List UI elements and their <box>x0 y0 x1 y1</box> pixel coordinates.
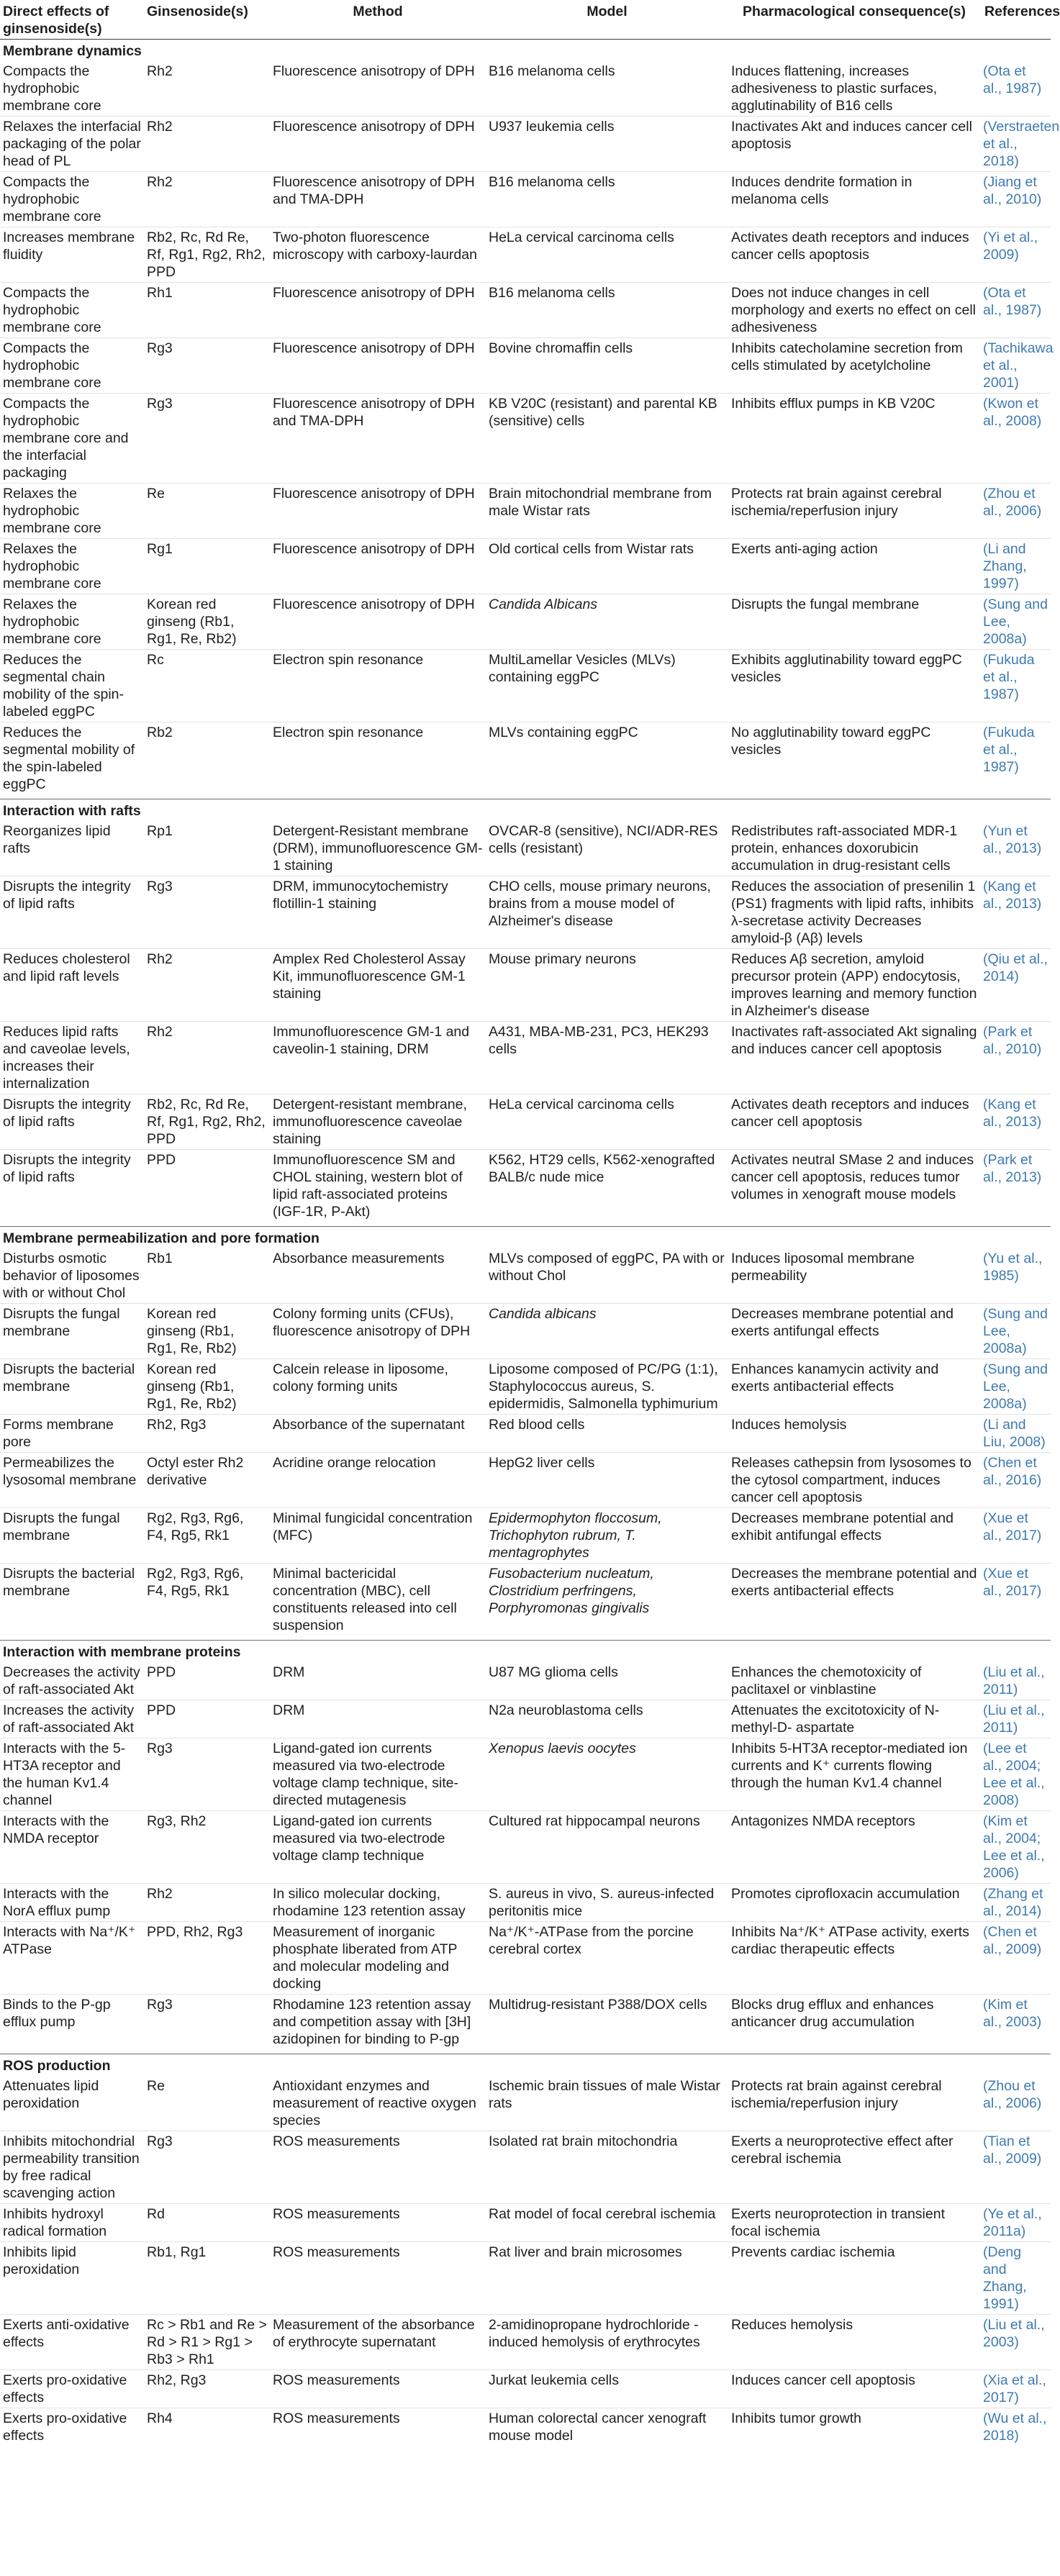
table-row <box>0 1508 1051 1564</box>
reference-link[interactable]: (Kang et al., 2013) <box>980 1094 1051 1150</box>
reference-link[interactable]: (Ye et al., 2011a) <box>980 2204 1051 2242</box>
table-row <box>0 283 1051 338</box>
effect-cell: Relaxes the hydrophobic membrane core <box>0 594 144 650</box>
model-cell: MultiLamellar Vesicles (MLVs) containing eggPC <box>486 650 728 722</box>
model-cell: Rat model of focal cerebral ischemia <box>486 2204 728 2242</box>
method-cell: Fluorescence anisotropy of DPH and TMA-DPH <box>270 172 486 227</box>
section-title: ROS production <box>3 2058 111 2074</box>
section-title: Interaction with membrane proteins <box>3 1644 241 1660</box>
model-cell: Human colorectal cancer xenograft mouse model <box>486 2408 728 2446</box>
method-cell: Fluorescence anisotropy of DPH <box>270 539 486 594</box>
ginsenoside-cell: Rg3, Rh2 <box>144 1811 270 1884</box>
ginsenoside-cell: PPD, Rh2, Rg3 <box>144 1922 270 1995</box>
table-row <box>0 394 1051 484</box>
header-method: Method <box>353 4 403 19</box>
method-cell: DRM <box>270 1700 486 1738</box>
consequence-cell: Induces hemolysis <box>728 1415 980 1453</box>
ginsenoside-cell: Rc <box>144 650 270 722</box>
section-title: Membrane dynamics <box>3 43 142 59</box>
effect-cell: Inhibits mitochondrial permeability transition by free radical scavenging action <box>0 2131 144 2204</box>
method-cell: ROS measurements <box>270 2204 486 2242</box>
table-row <box>0 949 1051 1022</box>
consequence-cell: Exerts anti-aging action <box>728 539 980 594</box>
reference-link[interactable]: (Zhou et al., 2006) <box>980 484 1051 539</box>
consequence-cell: No agglutinability toward eggPC vesicles <box>728 722 980 795</box>
consequence-cell: Inactivates Akt and induces cancer cell apoptosis <box>728 117 980 172</box>
method-cell: ROS measurements <box>270 2242 486 2315</box>
model-cell: Cultured rat hippocampal neurons <box>486 1811 728 1884</box>
effect-cell: Decreases the activity of raft-associated Akt <box>3 1664 140 1697</box>
consequence-cell: Inhibits tumor growth <box>728 2408 980 2446</box>
effect-cell: Disrupts the integrity of lipid rafts <box>0 1150 144 1223</box>
ginsenoside-cell: Rb1 <box>147 1251 173 1266</box>
table-row <box>0 2131 1051 2204</box>
table-row <box>0 1248 1051 1304</box>
model-cell: CHO cells, mouse primary neurons, brains from a mouse model of Alzheimer's disease <box>486 876 728 949</box>
method-cell: Fluorescence anisotropy of DPH <box>273 63 475 79</box>
reference-link[interactable]: (Wu et al., 2018) <box>980 2408 1051 2446</box>
method-cell: Electron spin resonance <box>270 650 486 722</box>
model-cell: A431, MBA-MB-231, PC3, HEK293 cells <box>486 1022 728 1094</box>
ginsenoside-cell: PPD <box>144 1700 270 1738</box>
consequence-cell: Inhibits catecholamine secretion from cells stimulated by acetylcholine <box>728 338 980 394</box>
section-header-row <box>0 2049 1051 2076</box>
table-row <box>0 61 1051 117</box>
model-cell: B16 melanoma cells <box>486 172 728 227</box>
model-cell: B16 melanoma cells <box>486 283 728 338</box>
table-row <box>0 650 1051 722</box>
effect-cell: Reduces lipid rafts and caveolae levels, increases their internalization <box>0 1022 144 1094</box>
model-cell: Liposome composed of PC/PG (1:1), Staphylococcus aureus, S. epidermidis, Salmonella typhimurium <box>486 1359 728 1415</box>
model-cell: N2a neuroblastoma cells <box>486 1700 728 1738</box>
consequence-cell: Induces liposomal membrane permeability <box>731 1251 915 1284</box>
model-cell: Candida albicans <box>486 1304 728 1359</box>
ginsenoside-cell: Re <box>144 484 270 539</box>
reference-link[interactable]: (Kim et al., 2003) <box>980 1995 1051 2050</box>
model-cell: Mouse primary neurons <box>486 949 728 1022</box>
consequence-cell: Redistributes raft-associated MDR-1 protein, enhances doxorubicin accumulation in drug-resistant cells <box>731 823 958 874</box>
consequence-cell: Inhibits efflux pumps in KB V20C <box>728 394 980 484</box>
consequence-cell: Reduces the association of presenilin 1 (PS1) fragments with lipid rafts, inhibits λ-secretase activity Decreases amyloid-β (Aβ) levels <box>728 876 980 949</box>
consequence-cell: Disrupts the fungal membrane <box>728 594 980 650</box>
table-row <box>0 1453 1051 1508</box>
model-cell: Candida Albicans <box>486 594 728 650</box>
effect-cell: Reduces the segmental chain mobility of the spin-labeled eggPC <box>0 650 144 722</box>
consequence-cell: Induces flattening, increases adhesiveness to plastic surfaces, agglutinability of B16 cells <box>731 63 938 114</box>
reference-link[interactable]: (Kang et al., 2013) <box>980 876 1051 949</box>
model-cell: KB V20C (resistant) and parental KB (sensitive) cells <box>486 394 728 484</box>
ginsenoside-cell: Rb2, Rc, Rd Re, Rf, Rg1, Rg2, Rh2, PPD <box>144 1094 270 1150</box>
ginsenoside-cell: Rh2 <box>144 949 270 1022</box>
reference-link[interactable]: (Kwon et al., 2008) <box>980 394 1051 484</box>
consequence-cell: Prevents cardiac ischemia <box>728 2242 980 2315</box>
model-cell: B16 melanoma cells <box>489 63 615 79</box>
model-cell: HeLa cervical carcinoma cells <box>486 227 728 283</box>
consequence-cell: Enhances the chemotoxicity of paclitaxel or vinblastine <box>731 1664 922 1697</box>
method-cell: Absorbance of the supernatant <box>270 1415 486 1453</box>
reference-link[interactable]: (Liu et al., 2011) <box>983 1664 1045 1697</box>
reference-link[interactable]: (Fukuda et al., 1987) <box>980 722 1051 795</box>
table-row <box>0 876 1051 949</box>
model-cell: OVCAR-8 (sensitive), NCI/ADR-RES cells (resistant) <box>489 823 718 856</box>
consequence-cell: Decreases membrane potential and exhibit antifungal effects <box>728 1508 980 1564</box>
table-row <box>0 1738 1051 1811</box>
reference-link[interactable]: (Sung and Lee, 2008a) <box>980 594 1051 650</box>
reference-link[interactable]: (Chen et al., 2009) <box>980 1922 1051 1995</box>
effect-cell: Compacts the hydrophobic membrane core <box>0 338 144 394</box>
table-row <box>0 1359 1051 1415</box>
model-cell: Old cortical cells from Wistar rats <box>486 539 728 594</box>
table-row <box>0 1415 1051 1453</box>
consequence-cell: Induces dendrite formation in melanoma cells <box>728 172 980 227</box>
reference-link[interactable]: (Liu et al., 2003) <box>980 2315 1051 2370</box>
consequence-cell: Reduces hemolysis <box>728 2315 980 2370</box>
table-row <box>0 2204 1051 2242</box>
consequence-cell: Activates neutral SMase 2 and induces cancer cell apoptosis, reduces tumor volumes in xenograft mouse models <box>728 1150 980 1223</box>
reference-link[interactable]: (Yu et al., 1985) <box>983 1251 1043 1284</box>
header-model: Model <box>586 4 628 19</box>
reference-link[interactable]: (Yi et al., 2009) <box>980 227 1051 283</box>
table-row <box>0 1094 1051 1150</box>
consequence-cell: Inhibits 5-HT3A receptor-mediated ion currents and K⁺ currents flowing through the human Kv1.4 channel <box>728 1738 980 1811</box>
ginsenoside-cell: PPD <box>147 1664 176 1680</box>
effect-cell: Inhibits hydroxyl radical formation <box>0 2204 144 2242</box>
ginsenoside-cell: Korean red ginseng (Rb1, Rg1, Re, Rb2) <box>144 1304 270 1359</box>
reference-link[interactable]: (Verstraeten et al., 2018) <box>980 117 1051 172</box>
ginsenoside-cell: Rg3 <box>144 338 270 394</box>
effect-cell: Exerts anti-oxidative effects <box>0 2315 144 2370</box>
effect-cell: Disturbs osmotic behavior of liposomes with or without Chol <box>3 1251 140 1301</box>
reference-link[interactable]: (Jiang et al., 2010) <box>980 172 1051 227</box>
effect-cell: Disrupts the fungal membrane <box>0 1508 144 1564</box>
table-row <box>0 117 1051 172</box>
reference-link[interactable]: (Li and Zhang, 1997) <box>980 539 1051 594</box>
table-row <box>0 594 1051 650</box>
model-cell: Epidermophyton floccosum, Trichophyton rubrum, T. mentagrophytes <box>486 1508 728 1564</box>
reference-link[interactable]: (Xue et al., 2017) <box>980 1508 1051 1564</box>
table-row <box>0 227 1051 283</box>
effect-cell: Increases the activity of raft-associated Akt <box>0 1700 144 1738</box>
method-cell: Minimal fungicidal concentration (MFC) <box>270 1508 486 1564</box>
ginsenoside-cell: Rg3 <box>144 394 270 484</box>
table-row <box>0 1700 1051 1738</box>
consequence-cell: Attenuates the excitotoxicity of N-methyl-D- aspartate <box>728 1700 980 1738</box>
consequence-cell: Antagonizes NMDA receptors <box>728 1811 980 1884</box>
header-references: References <box>984 4 1060 19</box>
effect-cell: Inhibits lipid peroxidation <box>0 2242 144 2315</box>
method-cell: Immunofluorescence GM-1 and caveolin-1 staining, DRM <box>270 1022 486 1094</box>
table-row <box>0 1564 1051 1636</box>
method-cell: Two-photon fluorescence microscopy with carboxy-laurdan <box>270 227 486 283</box>
method-cell: Minimal bactericidal concentration (MBC), cell constituents released into cell suspension <box>270 1564 486 1636</box>
consequence-cell: Induces cancer cell apoptosis <box>728 2370 980 2408</box>
ginsenoside-cell: Rh2, Rg3 <box>144 2370 270 2408</box>
method-cell: In silico molecular docking, rhodamine 123 retention assay <box>270 1884 486 1922</box>
method-cell: DRM, immunocytochemistry flotillin-1 staining <box>270 876 486 949</box>
reference-link[interactable]: (Xia et al., 2017) <box>980 2370 1051 2408</box>
ginsenoside-cell: Rg3 <box>144 2131 270 2204</box>
method-cell: Electron spin resonance <box>270 722 486 795</box>
method-cell: Amplex Red Cholesterol Assay Kit, immunofluorescence GM-1 staining <box>270 949 486 1022</box>
model-cell: Rat liver and brain microsomes <box>486 2242 728 2315</box>
effect-cell: Reduces cholesterol and lipid raft levels <box>0 949 144 1022</box>
ginsenoside-cell: Rh2 <box>144 172 270 227</box>
model-cell: HepG2 liver cells <box>486 1453 728 1508</box>
consequence-cell: Blocks drug efflux and enhances anticancer drug accumulation <box>728 1995 980 2050</box>
ginsenoside-cell: Rh2 <box>147 63 173 79</box>
effect-cell: Disrupts the integrity of lipid rafts <box>0 876 144 949</box>
reference-link[interactable]: (Qiu et al., 2014) <box>980 949 1051 1022</box>
table-row <box>0 2076 1051 2131</box>
table-row <box>0 338 1051 394</box>
table-row <box>0 2370 1051 2408</box>
section-header-row <box>0 1222 1051 1248</box>
method-cell: Ligand-gated ion currents measured via two-electrode voltage clamp technique, site-directed mutagenesis <box>270 1738 486 1811</box>
consequence-cell: Promotes ciprofloxacin accumulation <box>728 1884 980 1922</box>
reference-link[interactable]: (Deng and Zhang, 1991) <box>980 2242 1051 2315</box>
reference-link[interactable]: (Sung and Lee, 2008a) <box>980 1304 1051 1359</box>
ginsenoside-cell: Rd <box>144 2204 270 2242</box>
ginsenoside-cell: Rg2, Rg3, Rg6, F4, Rg5, Rk1 <box>144 1508 270 1564</box>
table-row <box>0 722 1051 795</box>
table-row <box>0 2315 1051 2370</box>
method-cell: Antioxidant enzymes and measurement of reactive oxygen species <box>273 2078 476 2128</box>
ginsenoside-cell: Rb2 <box>144 722 270 795</box>
effect-cell: Permeabilizes the lysosomal membrane <box>0 1453 144 1508</box>
ginsenoside-cell: Korean red ginseng (Rb1, Rg1, Re, Rb2) <box>144 594 270 650</box>
effect-cell: Increases membrane fluidity <box>0 227 144 283</box>
consequence-cell: Exhibits agglutinability toward eggPC vesicles <box>728 650 980 722</box>
effect-cell: Reduces the segmental mobility of the spin-labeled eggPC <box>0 722 144 795</box>
method-cell: Ligand-gated ion currents measured via two-electrode voltage clamp technique <box>270 1811 486 1884</box>
reference-link[interactable]: (Ota et al., 1987) <box>983 63 1042 96</box>
consequence-cell: Decreases membrane potential and exerts antifungal effects <box>728 1304 980 1359</box>
model-cell: Multidrug-resistant P388/DOX cells <box>486 1995 728 2050</box>
effect-cell: Relaxes the interfacial packaging of the polar head of PL <box>0 117 144 172</box>
table-row <box>0 1884 1051 1922</box>
header-ginsenosides: Ginsenoside(s) <box>147 4 248 19</box>
reference-link[interactable]: (Lee et al., 2004; Lee et al., 2008) <box>980 1738 1051 1811</box>
effect-cell: Exerts pro-oxidative effects <box>0 2370 144 2408</box>
reference-link[interactable]: (Sung and Lee, 2008a) <box>980 1359 1051 1415</box>
table-row <box>0 484 1051 539</box>
ginsenoside-cell: Rc > Rb1 and Re > Rd > R1 > Rg1 > Rb3 > Rh1 <box>144 2315 270 2370</box>
reference-link[interactable]: (Fukuda et al., 1987) <box>980 650 1051 722</box>
consequence-cell: Activates death receptors and induces cancer cells apoptosis <box>728 227 980 283</box>
ginsenoside-cell: Rh2 <box>144 1884 270 1922</box>
method-cell: Measurement of the absorbance of erythrocyte supernatant <box>270 2315 486 2370</box>
model-cell: Red blood cells <box>486 1415 728 1453</box>
ginsenoside-cell: Rh1 <box>144 283 270 338</box>
method-cell: Calcein release in liposome, colony forming units <box>270 1359 486 1415</box>
table-row <box>0 821 1051 876</box>
table-row <box>0 2242 1051 2315</box>
model-cell: Isolated rat brain mitochondria <box>486 2131 728 2204</box>
ginsenoside-cell: Re <box>147 2078 165 2094</box>
table-row <box>0 1022 1051 1094</box>
model-cell: S. aureus in vivo, S. aureus-infected peritonitis mice <box>486 1884 728 1922</box>
effect-cell: Attenuates lipid peroxidation <box>3 2078 99 2111</box>
method-cell: Absorbance measurements <box>273 1251 445 1266</box>
table-body <box>0 37 1060 2446</box>
method-cell: Immunofluorescence SM and CHOL staining, western blot of lipid raft-associated proteins (IGF-1R, P-Akt) <box>270 1150 486 1223</box>
reference-link[interactable]: (Ota et al., 1987) <box>980 283 1051 338</box>
model-cell: Jurkat leukemia cells <box>486 2370 728 2408</box>
effect-cell: Binds to the P-gp efflux pump <box>0 1995 144 2050</box>
model-cell: U87 MG glioma cells <box>489 1664 618 1680</box>
table-row <box>0 1811 1051 1884</box>
method-cell: Fluorescence anisotropy of DPH <box>270 117 486 172</box>
effect-cell: Disrupts the fungal membrane <box>0 1304 144 1359</box>
consequence-cell: Activates death receptors and induces cancer cell apoptosis <box>728 1094 980 1150</box>
method-cell: Fluorescence anisotropy of DPH and TMA-DPH <box>270 394 486 484</box>
effect-cell: Interacts with the NMDA receptor <box>0 1811 144 1884</box>
consequence-cell: Protects rat brain against cerebral ischemia/reperfusion injury <box>731 2078 942 2111</box>
reference-link[interactable]: (Chen et al., 2016) <box>980 1453 1051 1508</box>
section-header-row <box>0 1636 1051 1662</box>
section-title: Membrane permeabilization and pore formation <box>3 1230 320 1246</box>
header-row <box>0 0 1051 37</box>
consequence-cell: Does not induce changes in cell morphology and exerts no effect on cell adhesiveness <box>728 283 980 338</box>
method-cell: Detergent-Resistant membrane (DRM), immunofluorescence GM-1 staining <box>273 823 483 874</box>
method-cell: Measurement of inorganic phosphate liberated from ATP and molecular modeling and docking <box>270 1922 486 1995</box>
reference-link[interactable]: (Xue et al., 2017) <box>980 1564 1051 1636</box>
table-row <box>0 1304 1051 1359</box>
section-header-row <box>0 794 1051 821</box>
table-row <box>0 1922 1051 1995</box>
method-cell: Fluorescence anisotropy of DPH <box>270 594 486 650</box>
effect-cell: Interacts with Na⁺/K⁺ ATPase <box>0 1922 144 1995</box>
reference-link[interactable]: (Liu et al., 2011) <box>980 1700 1051 1738</box>
method-cell: Rhodamine 123 retention assay and competition assay with [3H] azidopinen for binding to P-gp <box>270 1995 486 2050</box>
ginsenoside-cell: Korean red ginseng (Rb1, Rg1, Re, Rb2) <box>144 1359 270 1415</box>
effect-cell: Relaxes the hydrophobic membrane core <box>0 539 144 594</box>
model-cell: Na⁺/K⁺-ATPase from the porcine cerebral cortex <box>486 1922 728 1995</box>
consequence-cell: Exerts a neuroprotective effect after cerebral ischemia <box>728 2131 980 2204</box>
effect-cell: Relaxes the hydrophobic membrane core <box>0 484 144 539</box>
ginsenoside-cell: PPD <box>144 1150 270 1223</box>
method-cell: ROS measurements <box>270 2370 486 2408</box>
ginsenoside-cell: Rg1 <box>144 539 270 594</box>
method-cell: DRM <box>273 1664 305 1680</box>
ginsenoside-cell: Rg3 <box>144 1995 270 2050</box>
effect-cell: Compacts the hydrophobic membrane core <box>3 63 101 114</box>
consequence-cell: Enhances kanamycin activity and exerts antibacterial effects <box>728 1359 980 1415</box>
ginsenoside-cell: Octyl ester Rh2 derivative <box>144 1453 270 1508</box>
ginsenoside-cell: Rb1, Rg1 <box>144 2242 270 2315</box>
consequence-cell: Protects rat brain against cerebral ischemia/reperfusion injury <box>728 484 980 539</box>
method-cell: Colony forming units (CFUs), fluorescence anisotropy of DPH <box>270 1304 486 1359</box>
ginsenoside-cell: Rh2, Rg3 <box>144 1415 270 1453</box>
ginsenoside-cell: Rh2 <box>144 117 270 172</box>
consequence-cell: Inhibits Na⁺/K⁺ ATPase activity, exerts cardiac therapeutic effects <box>728 1922 980 1995</box>
reference-link[interactable]: (Yun et al., 2013) <box>983 823 1042 856</box>
ginsenoside-cell: Rg3 <box>144 1738 270 1811</box>
effect-cell: Disrupts the integrity of lipid rafts <box>0 1094 144 1150</box>
method-cell: ROS measurements <box>270 2408 486 2446</box>
consequence-cell: Decreases the membrane potential and exerts antibacterial effects <box>728 1564 980 1636</box>
reference-link[interactable]: (Park et al., 2010) <box>980 1022 1051 1094</box>
consequence-cell: Reduces Aβ secretion, amyloid precursor protein (APP) endocytosis, improves learning and memory function in Alzheimer's disease <box>728 949 980 1022</box>
model-cell: Brain mitochondrial membrane from male Wistar rats <box>486 484 728 539</box>
table-row <box>0 539 1051 594</box>
model-cell: Bovine chromaffin cells <box>486 338 728 394</box>
header-effects: Direct effects of ginsenoside(s) <box>3 4 109 37</box>
ginsenoside-cell: Rg2, Rg3, Rg6, F4, Rg5, Rk1 <box>144 1564 270 1636</box>
consequence-cell: Exerts neuroprotection in transient focal ischemia <box>728 2204 980 2242</box>
effect-cell: Interacts with the NorA efflux pump <box>0 1884 144 1922</box>
table-row <box>0 172 1051 227</box>
section-divider <box>0 1226 1051 1227</box>
method-cell: Fluorescence anisotropy of DPH <box>270 338 486 394</box>
ginsenoside-cell: Rh4 <box>144 2408 270 2446</box>
effect-cell: Compacts the hydrophobic membrane core <box>0 172 144 227</box>
consequence-cell: Releases cathepsin from lysosomes to the cytosol compartment, induces cancer cell apoptosis <box>728 1453 980 1508</box>
table-row <box>0 2408 1051 2446</box>
section-divider <box>0 39 1051 40</box>
method-cell: Fluorescence anisotropy of DPH <box>270 484 486 539</box>
ginsenoside-cell: Rg3 <box>144 876 270 949</box>
method-cell: Detergent-resistant membrane, immunofluorescence caveolae staining <box>270 1094 486 1150</box>
model-cell: MLVs composed of eggPC, PA with or without Chol <box>489 1251 725 1284</box>
model-cell: Xenopus laevis oocytes <box>486 1738 728 1811</box>
ginsenoside-cell: Rb2, Rc, Rd Re, Rf, Rg1, Rg2, Rh2, PPD <box>144 227 270 283</box>
reference-link[interactable]: (Park et al., 2013) <box>980 1150 1051 1223</box>
method-cell: Acridine orange relocation <box>270 1453 486 1508</box>
effect-cell: Disrupts the bacterial membrane <box>0 1564 144 1636</box>
table-row <box>0 1995 1051 2050</box>
section-header-row <box>0 37 1051 61</box>
effect-cell: Interacts with the 5-HT3A receptor and the human Kv1.4 channel <box>0 1738 144 1811</box>
model-cell: HeLa cervical carcinoma cells <box>486 1094 728 1150</box>
method-cell: ROS measurements <box>270 2131 486 2204</box>
table-row <box>0 1662 1051 1700</box>
reference-link[interactable]: (Zhang et al., 2014) <box>980 1884 1051 1922</box>
reference-link[interactable]: (Kim et al., 2004; Lee et al., 2006) <box>980 1811 1051 1884</box>
method-cell: Fluorescence anisotropy of DPH <box>270 283 486 338</box>
effect-cell: Compacts the hydrophobic membrane core <box>0 283 144 338</box>
section-divider <box>0 1640 1051 1641</box>
effect-cell: Reorganizes lipid rafts <box>3 823 111 856</box>
effect-cell: Disrupts the bacterial membrane <box>0 1359 144 1415</box>
reference-link[interactable]: (Tachikawa et al., 2001) <box>980 338 1051 394</box>
reference-link[interactable]: (Zhou et al., 2006) <box>983 2078 1042 2111</box>
model-cell: 2-amidinopropane hydrochloride -induced hemolysis of erythrocytes <box>486 2315 728 2370</box>
model-cell: U937 leukemia cells <box>486 117 728 172</box>
effect-cell: Compacts the hydrophobic membrane core and the interfacial packaging <box>0 394 144 484</box>
model-cell: K562, HT29 cells, K562-xenografted BALB/c nude mice <box>486 1150 728 1223</box>
header-consequences: Pharmacological consequence(s) <box>743 4 966 19</box>
reference-link[interactable]: (Li and Liu, 2008) <box>980 1415 1051 1453</box>
model-cell: MLVs containing eggPC <box>486 722 728 795</box>
table-row <box>0 1150 1051 1223</box>
ginsenoside-cell: Rp1 <box>147 823 173 839</box>
model-cell: Ischemic brain tissues of male Wistar rats <box>489 2078 720 2111</box>
effect-cell: Forms membrane pore <box>0 1415 144 1453</box>
reference-link[interactable]: (Tian et al., 2009) <box>980 2131 1051 2204</box>
ginsenoside-cell: Rh2 <box>144 1022 270 1094</box>
model-cell: Fusobacterium nucleatum, Clostridium perfringens, Porphyromonas gingivalis <box>486 1564 728 1636</box>
effect-cell: Exerts pro-oxidative effects <box>0 2408 144 2446</box>
section-title: Interaction with rafts <box>3 803 141 819</box>
consequence-cell: Inactivates raft-associated Akt signaling and induces cancer cell apoptosis <box>728 1022 980 1094</box>
